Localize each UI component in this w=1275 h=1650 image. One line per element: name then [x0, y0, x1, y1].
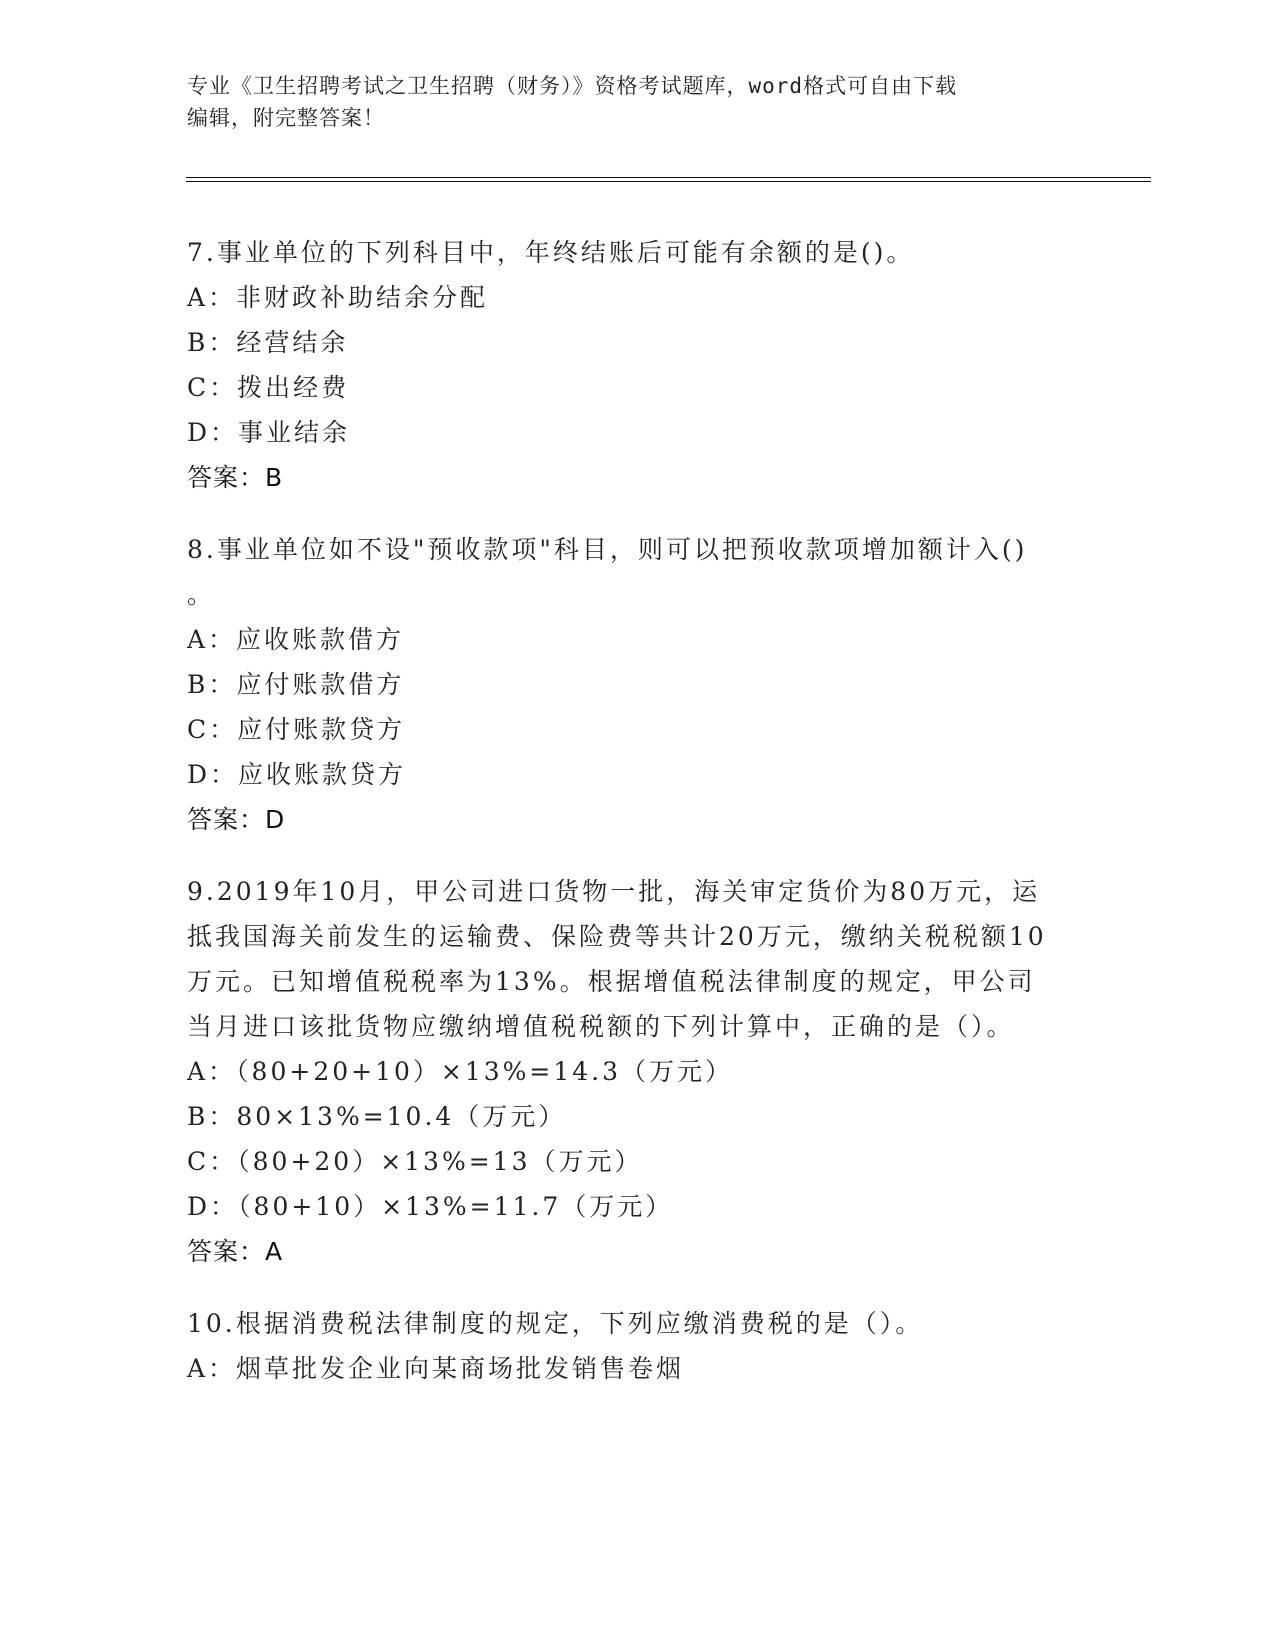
answer: 答案：D	[187, 805, 286, 834]
header-divider-top	[186, 177, 1151, 178]
option-a: A：应收账款借方	[187, 625, 405, 654]
question-stem-continued: 万元。已知增值税税率为13%。根据增值税法律制度的规定，甲公司	[187, 967, 1036, 996]
question-list	[187, 230, 1087, 1418]
question-stem: 7.事业单位的下列科目中，年终结账后可能有余额的是()。	[187, 238, 915, 267]
header-line-2: 编辑，附完整答案！	[187, 106, 385, 130]
document-header	[187, 70, 1067, 134]
question-stem-continued: 当月进口该批货物应缴纳增值税税额的下列计算中，正确的是（）。	[187, 1012, 1015, 1041]
header-line-1: 专业《卫生招聘考试之卫生招聘（财务）》资格考试题库，word格式可自由下载	[187, 74, 958, 98]
question-stem: 9.2019年10月，甲公司进口货物一批，海关审定货价为80万元，运	[187, 877, 1041, 906]
answer: 答案：B	[187, 463, 284, 492]
answer: 答案：A	[187, 1237, 284, 1266]
question-stem-continued: 抵我国海关前发生的运输费、保险费等共计20万元，缴纳关税税额10	[187, 922, 1047, 951]
question-10	[187, 1301, 1087, 1391]
option-b: B：80×13%=10.4（万元）	[187, 1102, 567, 1131]
question-9	[187, 869, 1087, 1274]
option-c: C：应付账款贷方	[187, 715, 406, 744]
option-c: C：（80+20）×13%=13（万元）	[187, 1147, 643, 1176]
question-8	[187, 527, 1087, 842]
option-b: B：经营结余	[187, 328, 349, 357]
question-stem-continued: 。	[187, 580, 216, 609]
option-b: B：应付账款借方	[187, 670, 405, 699]
option-d: D：事业结余	[187, 418, 351, 447]
option-d: D：应收账款贷方	[187, 760, 407, 789]
option-c: C：拨出经费	[187, 373, 350, 402]
option-a: A：烟草批发企业向某商场批发销售卷烟	[187, 1354, 685, 1383]
header-divider-bottom	[186, 181, 1151, 182]
question-stem: 10.根据消费税法律制度的规定，下列应缴消费税的是（）。	[187, 1309, 924, 1338]
option-a: A：（80+20+10）×13%=14.3（万元）	[187, 1057, 734, 1086]
question-7	[187, 230, 1087, 500]
question-stem: 8.事业单位如不设"预收款项"科目，则可以把预收款项增加额计入()	[187, 535, 1028, 564]
option-a: A：非财政补助结余分配	[187, 283, 489, 312]
option-d: D：（80+10）×13%=11.7（万元）	[187, 1192, 674, 1221]
